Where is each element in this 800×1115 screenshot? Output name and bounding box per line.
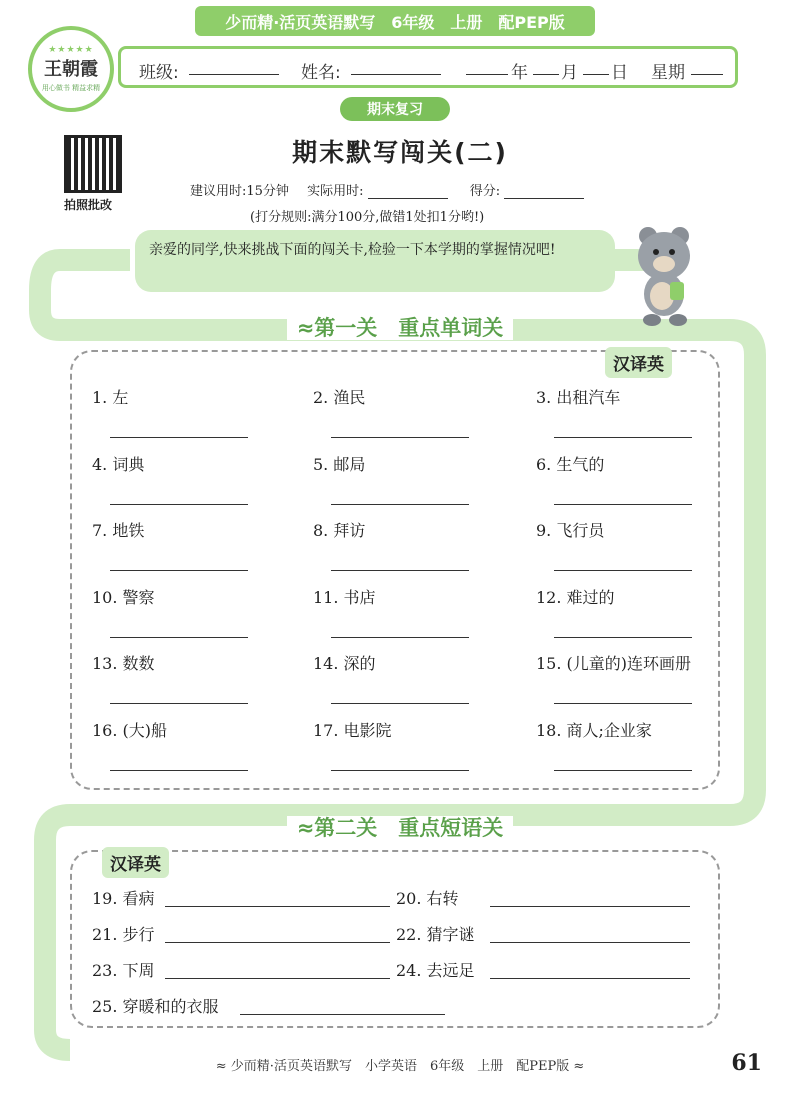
answer-line[interactable] [110, 504, 248, 505]
word-item: 16. (大)船 [92, 720, 168, 740]
answer-line[interactable] [331, 637, 469, 638]
word-item: 10. 警察 [92, 587, 155, 607]
day-label: 日 [611, 63, 628, 83]
word-item: 17. 电影院 [313, 720, 392, 740]
section1-badge: 汉译英 [605, 347, 672, 378]
year-field[interactable] [466, 57, 508, 75]
class-field[interactable] [189, 57, 279, 75]
answer-line[interactable] [331, 504, 469, 505]
answer-line[interactable] [554, 437, 692, 438]
word-item: 13. 数数 [92, 654, 155, 673]
answer-line[interactable] [554, 703, 692, 704]
name-label: 姓名: [301, 63, 341, 83]
answer-line[interactable] [110, 570, 248, 571]
actual-time-field[interactable] [368, 185, 448, 199]
answer-line[interactable] [490, 942, 690, 943]
class-label: 班级: [139, 63, 179, 83]
student-info-bar [118, 46, 738, 88]
word-item: 15. (儿童的)连环画册 [536, 654, 692, 673]
score-label: 得分: [469, 184, 501, 199]
answer-line[interactable] [490, 906, 690, 907]
phrase-item: 21. 步行 [92, 925, 155, 944]
phrase-item: 25. 穿暖和的衣服 [92, 997, 219, 1016]
answer-line[interactable] [165, 906, 390, 907]
answer-line[interactable] [110, 770, 248, 771]
answer-line[interactable] [331, 703, 469, 704]
word-item: 5. 邮局 [313, 454, 366, 474]
actual-time-label: 实际用时: [307, 184, 364, 199]
logo-name: 王朝霞 [44, 59, 98, 80]
answer-line[interactable] [554, 637, 692, 638]
stars-icon: ★★★★★ [48, 45, 94, 55]
unit-tag: 期末复习 [340, 97, 450, 121]
section2-badge: 汉译英 [102, 847, 169, 878]
section1-title: ≈第一关 重点单词关 [0, 312, 800, 342]
worksheet-title: 期末默写闯关(二) [292, 138, 508, 167]
phrase-item: 19. 看病 [92, 889, 155, 908]
answer-line[interactable] [165, 978, 390, 979]
month-field[interactable] [533, 57, 559, 75]
section2-title: ≈第二关 重点短语关 [0, 812, 800, 842]
phrase-item: 20. 右转 [396, 889, 459, 908]
word-item: 6. 生气的 [536, 454, 605, 474]
answer-line[interactable] [554, 770, 692, 771]
footer-text: ≈ 少而精·活页英语默写 小学英语 6年级 上册 配PEP版 ≈ [215, 1059, 585, 1074]
word-item: 11. 书店 [313, 587, 376, 607]
logo-sub: 用心做书 精益求精 [41, 84, 101, 92]
word-item: 4. 词典 [92, 454, 145, 474]
year-label: 年 [511, 63, 528, 83]
answer-line[interactable] [554, 504, 692, 505]
score-field[interactable] [504, 185, 584, 199]
day-field[interactable] [583, 57, 609, 75]
word-item: 7. 地铁 [92, 521, 145, 540]
word-item: 8. 拜访 [313, 521, 366, 540]
word-item: 1. 左 [92, 388, 129, 407]
word-item: 3. 出租汽车 [536, 388, 621, 407]
scoring-rule: (打分规则:满分100分,做错1处扣1分哟!) [250, 210, 485, 225]
phrase-item: 23. 下周 [92, 961, 155, 980]
time-score-row [190, 180, 584, 199]
intro-bubble: 亲爱的同学,快来挑战下面的闯关卡,检验一下本学期的掌握情况吧! [135, 230, 615, 292]
answer-line[interactable] [240, 1014, 445, 1015]
page-number: 61 [731, 1050, 762, 1076]
series-title-bar: 少而精·活页英语默写 6年级 上册 配PEP版 [195, 6, 595, 36]
answer-line[interactable] [331, 437, 469, 438]
suggested-time: 建议用时:15分钟 [190, 184, 289, 199]
week-field[interactable] [691, 57, 723, 75]
name-field[interactable] [351, 57, 441, 75]
word-item: 14. 深的 [313, 654, 376, 673]
answer-line[interactable] [331, 770, 469, 771]
phrase-item: 22. 猜字谜 [396, 925, 475, 944]
qr-label: 拍照批改 [64, 198, 113, 212]
answer-line[interactable] [490, 978, 690, 979]
answer-line[interactable] [110, 703, 248, 704]
answer-line[interactable] [165, 942, 390, 943]
answer-line[interactable] [110, 437, 248, 438]
word-item: 2. 渔民 [313, 388, 366, 407]
answer-line[interactable] [110, 637, 248, 638]
logo-seal-icon [28, 26, 114, 112]
answer-line[interactable] [331, 570, 469, 571]
week-label: 星期 [651, 63, 685, 83]
answer-line[interactable] [554, 570, 692, 571]
word-item: 12. 难过的 [536, 587, 615, 607]
word-item: 18. 商人;企业家 [536, 720, 652, 740]
phrase-item: 24. 去远足 [396, 961, 475, 980]
month-label: 月 [561, 63, 578, 83]
word-item: 9. 飞行员 [536, 521, 605, 540]
